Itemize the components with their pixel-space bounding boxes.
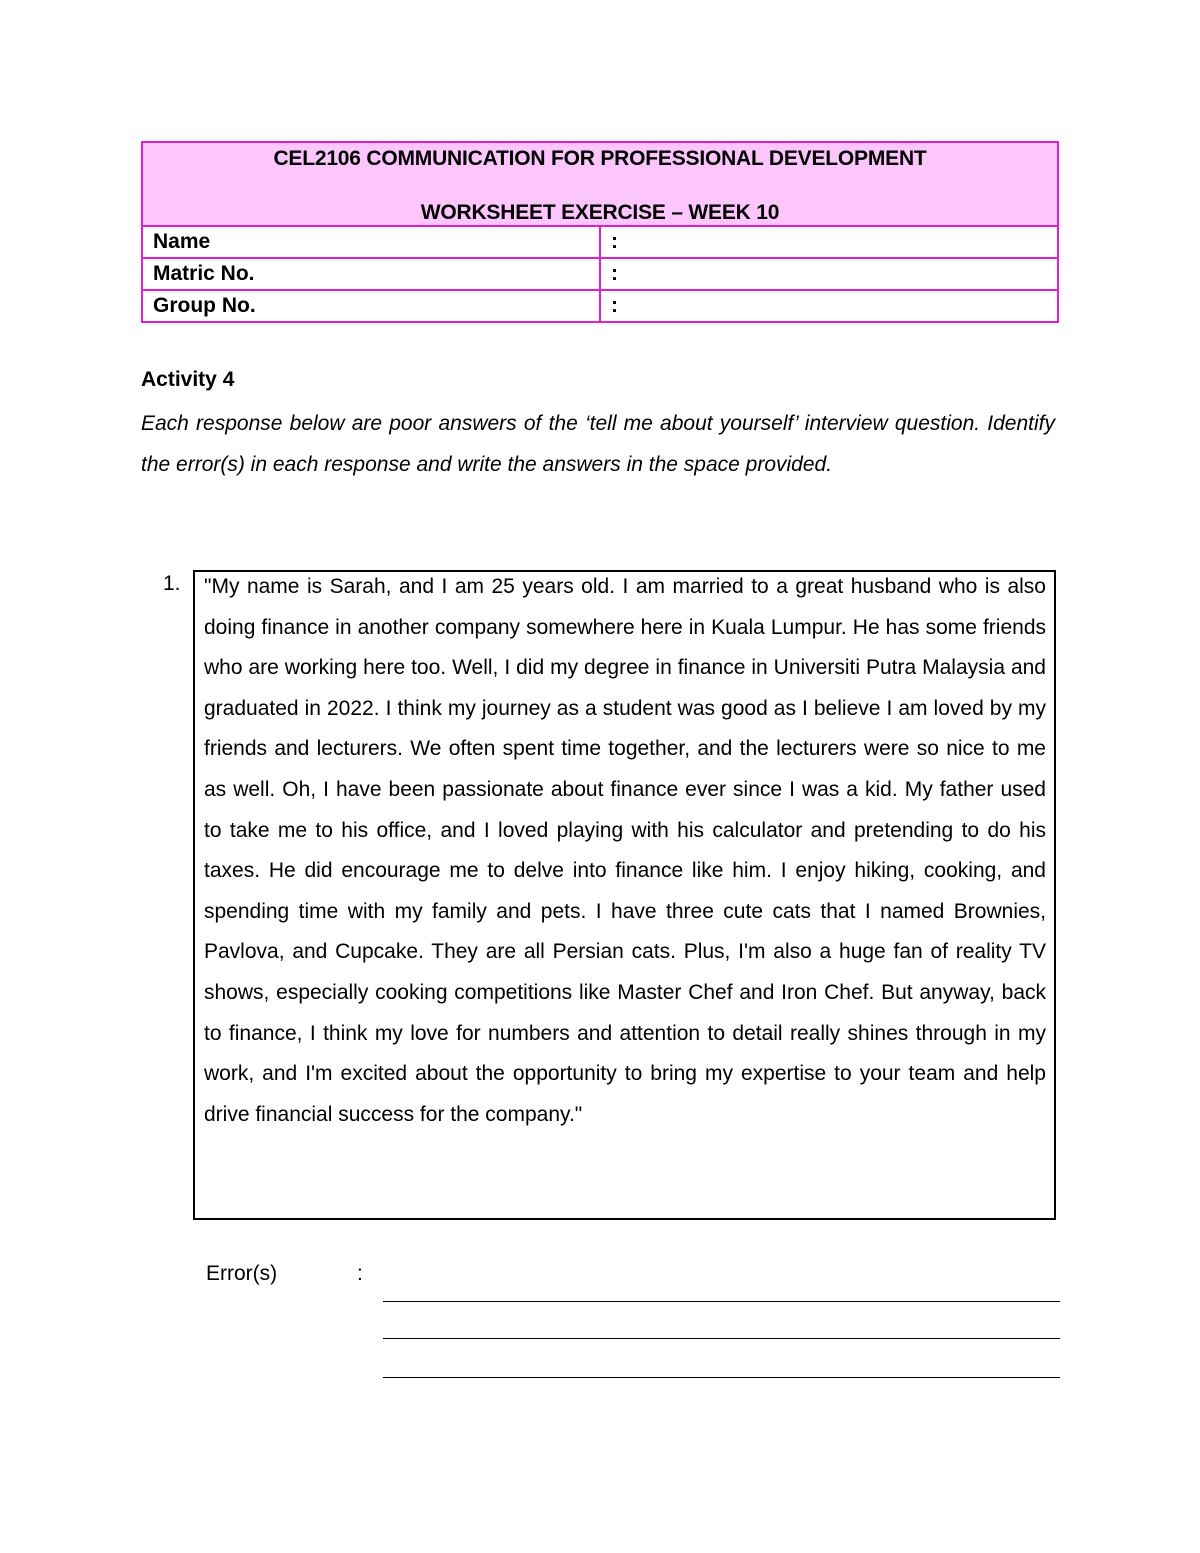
- matric-row: [142, 258, 1058, 290]
- header-table: [141, 141, 1059, 323]
- name-row: [142, 226, 1058, 258]
- title-cell: [142, 142, 1058, 226]
- group-label: Group No.: [142, 290, 600, 322]
- errors-colon: :: [357, 1262, 363, 1285]
- matric-label: Matric No.: [142, 258, 600, 290]
- name-field[interactable]: :: [600, 226, 1058, 258]
- worksheet-title: WORKSHEET EXERCISE – WEEK 10: [420, 201, 780, 224]
- matric-field[interactable]: :: [600, 258, 1058, 290]
- group-row: [142, 290, 1058, 322]
- question-number: 1.: [163, 572, 181, 595]
- answer-line-1[interactable]: [383, 1301, 1060, 1302]
- activity-instructions: Each response below are poor answers of the ‘tell me about yourself’ interview question. Identify the error(s) in each response and write the answers in the space provided.: [141, 412, 1055, 476]
- group-field[interactable]: :: [600, 290, 1058, 322]
- course-title: CEL2106 COMMUNICATION FOR PROFESSIONAL DEVELOPMENT: [273, 147, 927, 170]
- response-text: "My name is Sarah, and I am 25 years old. I am married to a great husband who is also doing finance in another company somewhere here in Kuala Lumpur. He has some friends who are working here too. Well, I did my degree in finance in Universiti Putra Malaysia and graduated in 2022. I think my journey as a student was good as I believe I am loved by my friends and lecturers. We often spent time together, and the lecturers were so nice to me as well. Oh, I have been passionate about finance ever since I was a kid. My father used to take me to his office, and I loved playing with his calculator and pretending to do his taxes. He did encourage me to delve into finance like him. I enjoy hiking, cooking, and spending time with my family and pets. I have three cute cats that I named Brownies, Pavlova, and Cupcake. They are all Persian cats. Plus, I'm also a huge fan of reality TV shows, especially cooking competitions like Master Chef and Iron Chef. But anyway, back to finance, I think my love for numbers and attention to detail really shines through in my work, and I'm excited about the opportunity to bring my expertise to your team and help drive financial success for the company.": [204, 575, 1046, 1126]
- name-label: Name: [142, 226, 600, 258]
- errors-label: Error(s): [206, 1262, 278, 1285]
- answer-line-3[interactable]: [383, 1377, 1060, 1378]
- answer-line-2[interactable]: [383, 1338, 1060, 1339]
- activity-title: Activity 4: [141, 368, 235, 391]
